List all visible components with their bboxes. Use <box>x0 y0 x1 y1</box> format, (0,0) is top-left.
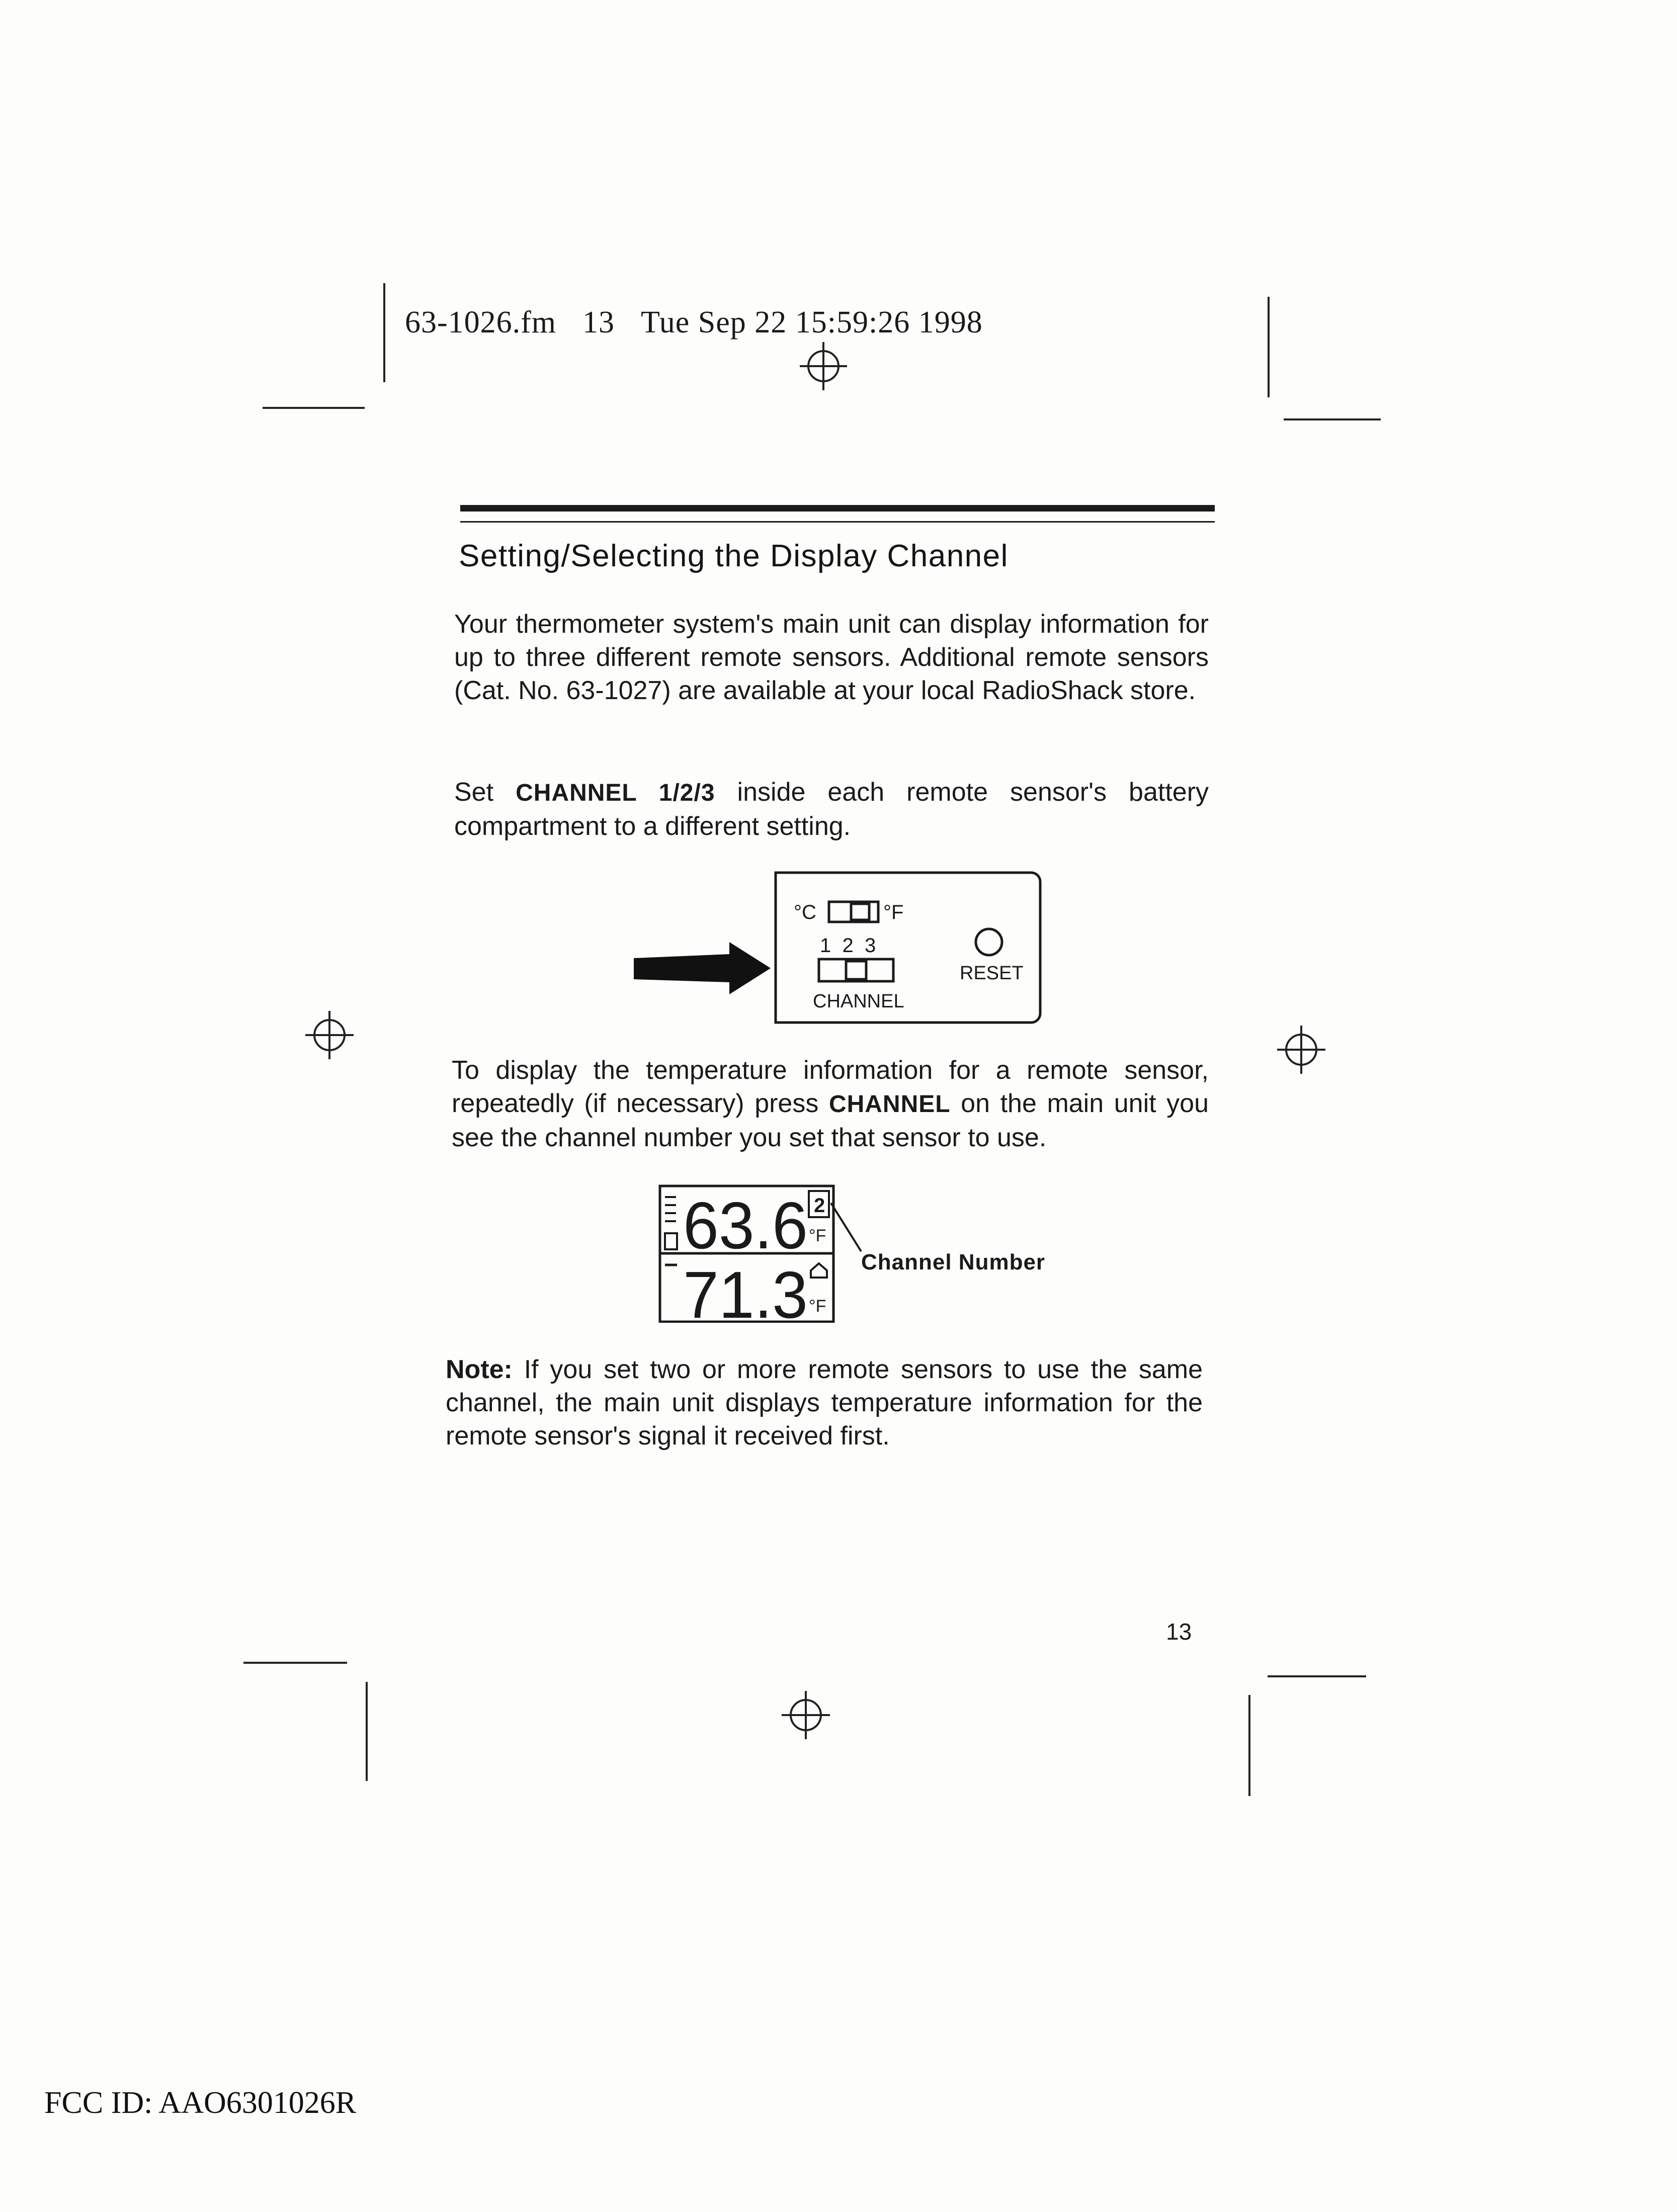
unit-c-label: °C <box>794 901 816 923</box>
note-label: Note: <box>446 1355 513 1384</box>
top-unit: °F <box>809 1226 826 1245</box>
channel-switch <box>819 959 893 981</box>
channel-label: CHANNEL <box>813 991 904 1012</box>
channel-number-callout: Channel Number <box>861 1250 1046 1274</box>
section-title: Setting/Selecting the Display Channel <box>459 539 1009 573</box>
set-channel-prefix: Set <box>454 778 494 807</box>
note-paragraph <box>446 1353 1203 1453</box>
registration-target-icon <box>1277 1026 1325 1074</box>
unit-f-label: °F <box>883 901 904 923</box>
reset-label: RESET <box>960 963 1024 984</box>
display-key: CHANNEL <box>828 1091 951 1118</box>
home-icon <box>811 1263 827 1278</box>
registration-target-icon <box>782 1691 830 1739</box>
page-number: 13 <box>1166 1619 1192 1645</box>
header-timestamp: Tue Sep 22 15:59:26 1998 <box>641 305 983 339</box>
header-file-name: 63-1026.fm <box>405 305 557 339</box>
sensor-switch-figure <box>634 868 1046 1034</box>
pointer-arrow-icon <box>634 942 771 994</box>
set-channel-suffix: inside each remote sensor's battery compartment to a different setting. <box>454 778 1209 841</box>
signal-bars-icon <box>665 1197 676 1221</box>
callout-leader-line <box>831 1203 861 1251</box>
bottom-temperature-reading: 71.3 <box>683 1258 808 1323</box>
unit-switch-knob <box>851 904 869 920</box>
registration-target-icon <box>800 342 847 390</box>
top-temperature-reading: 63.6 <box>683 1188 808 1262</box>
set-channel-key: CHANNEL 1/2/3 <box>516 780 715 806</box>
lcd-display-figure <box>654 1177 865 1323</box>
channel-numbers-label: 1 2 3 <box>820 934 876 957</box>
fcc-id: FCC ID: AAO6301026R <box>44 2086 357 2120</box>
display-channel-paragraph <box>452 1054 1209 1154</box>
set-channel-paragraph <box>454 776 1209 843</box>
channel-digit: 2 <box>814 1195 825 1217</box>
intro-paragraph: Your thermometer system's main unit can display information for up to three different remote sensors. Additional remote sensors (Cat. No. 63-1027) are available at your local RadioShack store. <box>454 610 1209 705</box>
battery-icon <box>665 1233 677 1249</box>
display-suffix: on the main unit you see the channel number you set that sensor to use. <box>452 1089 1209 1152</box>
note-text: If you set two or more remote sensors to use the same channel, the main unit displays temperature information for the remote sensor's signal it received first. <box>446 1355 1203 1451</box>
display-prefix: To display the temperature information for a remote sensor, repeatedly (if necessary) press <box>452 1056 1209 1118</box>
section-rule-thin <box>460 521 1215 523</box>
section-rule-thick <box>460 505 1215 512</box>
channel-switch-knob <box>846 961 866 979</box>
bottom-unit: °F <box>809 1297 826 1316</box>
reset-button-icon <box>976 929 1002 955</box>
header-page-ref: 13 <box>582 305 615 339</box>
registration-target-icon <box>305 1011 354 1059</box>
